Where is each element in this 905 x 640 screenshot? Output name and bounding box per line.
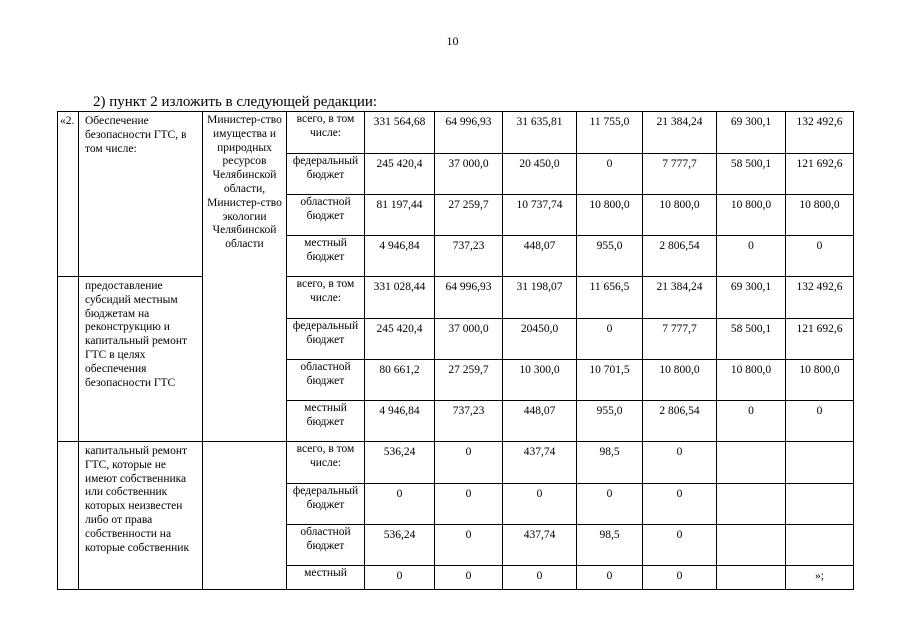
value-cell: 21 384,24 <box>643 112 717 154</box>
value-cell: 0 <box>643 442 717 484</box>
value-cell: 0 <box>717 401 786 442</box>
value-cell: 132 492,6 <box>786 112 854 154</box>
value-cell <box>717 442 786 484</box>
page-number: 10 <box>446 34 459 48</box>
row-label-federal: федеральный бюджет <box>287 154 365 195</box>
value-cell: 121 692,6 <box>786 154 854 195</box>
value-cell: 448,07 <box>503 236 577 277</box>
row-label-local: местный бюджет <box>287 401 365 442</box>
row-label-total: всего, в том числе: <box>287 112 365 154</box>
value-cell: 20 450,0 <box>503 154 577 195</box>
value-cell: 81 197,44 <box>365 195 435 236</box>
value-cell: 245 420,4 <box>365 154 435 195</box>
block-3-name: капитальный ремонт ГТС, которые не имеют собственника или собственник которых неизвестен либо от права собственности на которые собственник <box>79 442 203 590</box>
value-cell: 69 300,1 <box>717 277 786 319</box>
value-cell: 10 800,0 <box>717 360 786 401</box>
value-cell: 0 <box>503 566 577 590</box>
value-cell: 331 028,44 <box>365 277 435 319</box>
table-row <box>58 442 854 484</box>
value-cell: 10 800,0 <box>643 360 717 401</box>
value-cell: 0 <box>786 236 854 277</box>
value-cell: 0 <box>643 525 717 566</box>
value-cell: 10 701,5 <box>577 360 643 401</box>
value-cell: 0 <box>435 525 503 566</box>
value-cell: 31 198,07 <box>503 277 577 319</box>
value-cell: 21 384,24 <box>643 277 717 319</box>
row-label-total: всего, в том числе: <box>287 277 365 319</box>
value-cell: 10 800,0 <box>786 195 854 236</box>
value-cell: 58 500,1 <box>717 154 786 195</box>
value-cell: 0 <box>643 484 717 525</box>
value-cell: 0 <box>365 566 435 590</box>
row-label-local: местный бюджет <box>287 236 365 277</box>
value-cell: 98,5 <box>577 442 643 484</box>
value-cell: 536,24 <box>365 442 435 484</box>
number-cell-empty <box>58 277 79 442</box>
value-cell: 27 259,7 <box>435 195 503 236</box>
intro-text: 2) пункт 2 изложить в следующей редакции: <box>93 94 378 110</box>
value-cell <box>717 525 786 566</box>
value-cell: 64 996,93 <box>435 277 503 319</box>
value-cell: 11 656,5 <box>577 277 643 319</box>
value-cell <box>786 442 854 484</box>
value-cell <box>717 484 786 525</box>
value-cell: 64 996,93 <box>435 112 503 154</box>
value-cell: 2 806,54 <box>643 401 717 442</box>
value-cell: 27 259,7 <box>435 360 503 401</box>
value-cell: 80 661,2 <box>365 360 435 401</box>
value-cell: 4 946,84 <box>365 401 435 442</box>
value-cell: 536,24 <box>365 525 435 566</box>
value-cell: 0 <box>786 401 854 442</box>
value-cell: 11 755,0 <box>577 112 643 154</box>
value-cell: 437,74 <box>503 525 577 566</box>
value-cell: 0 <box>577 154 643 195</box>
value-cell: 437,74 <box>503 442 577 484</box>
value-cell: 7 777,7 <box>643 319 717 360</box>
value-cell: 2 806,54 <box>643 236 717 277</box>
value-cell <box>717 566 786 590</box>
value-cell: 7 777,7 <box>643 154 717 195</box>
value-cell: 10 800,0 <box>577 195 643 236</box>
table-row <box>58 277 854 319</box>
value-cell: 10 737,74 <box>503 195 577 236</box>
executor-cell: Министер-ство имущества и природных ресурсов Челябинской области, Министер-ство экологии Челябинской области <box>203 112 287 442</box>
value-cell: 132 492,6 <box>786 277 854 319</box>
row-label-local: местный <box>287 566 365 590</box>
value-cell: 0 <box>435 442 503 484</box>
table-row <box>58 112 854 154</box>
closing-quote: »; <box>786 566 854 590</box>
value-cell: 31 635,81 <box>503 112 577 154</box>
program-table <box>57 111 854 590</box>
value-cell: 0 <box>577 484 643 525</box>
value-cell: 58 500,1 <box>717 319 786 360</box>
block-2-name: предоставление субсидий местным бюджетам на реконструкцию и капитальный ремонт ГТС в целях обеспечения безопасности ГТС <box>79 277 203 442</box>
value-cell: 245 420,4 <box>365 319 435 360</box>
value-cell: 121 692,6 <box>786 319 854 360</box>
row-label-total: всего, в том числе: <box>287 442 365 484</box>
value-cell: 955,0 <box>577 236 643 277</box>
value-cell: 10 800,0 <box>643 195 717 236</box>
value-cell: 0 <box>643 566 717 590</box>
executor-cell-empty <box>203 442 287 590</box>
value-cell: 0 <box>435 566 503 590</box>
row-label-federal: федеральный бюджет <box>287 484 365 525</box>
value-cell: 0 <box>577 319 643 360</box>
value-cell <box>786 525 854 566</box>
row-label-federal: федеральный бюджет <box>287 319 365 360</box>
value-cell: 0 <box>577 566 643 590</box>
value-cell: 331 564,68 <box>365 112 435 154</box>
number-cell-empty <box>58 442 79 590</box>
value-cell: 737,23 <box>435 236 503 277</box>
value-cell: 10 300,0 <box>503 360 577 401</box>
value-cell: 37 000,0 <box>435 319 503 360</box>
row-label-regional: областной бюджет <box>287 195 365 236</box>
value-cell: 37 000,0 <box>435 154 503 195</box>
value-cell: 448,07 <box>503 401 577 442</box>
value-cell: 98,5 <box>577 525 643 566</box>
item-number: «2. <box>60 115 75 127</box>
value-cell: 20450,0 <box>503 319 577 360</box>
value-cell: 10 800,0 <box>786 360 854 401</box>
row-label-regional: областной бюджет <box>287 525 365 566</box>
value-cell: 10 800,0 <box>717 195 786 236</box>
value-cell: 955,0 <box>577 401 643 442</box>
value-cell <box>786 484 854 525</box>
value-cell: 69 300,1 <box>717 112 786 154</box>
value-cell: 4 946,84 <box>365 236 435 277</box>
value-cell: 737,23 <box>435 401 503 442</box>
value-cell: 0 <box>435 484 503 525</box>
item-number-cell <box>58 112 79 277</box>
row-label-regional: областной бюджет <box>287 360 365 401</box>
value-cell: 0 <box>503 484 577 525</box>
block-1-name: Обеспечение безопасности ГТС, в том числе: <box>79 112 203 277</box>
value-cell: 0 <box>365 484 435 525</box>
value-cell: 0 <box>717 236 786 277</box>
